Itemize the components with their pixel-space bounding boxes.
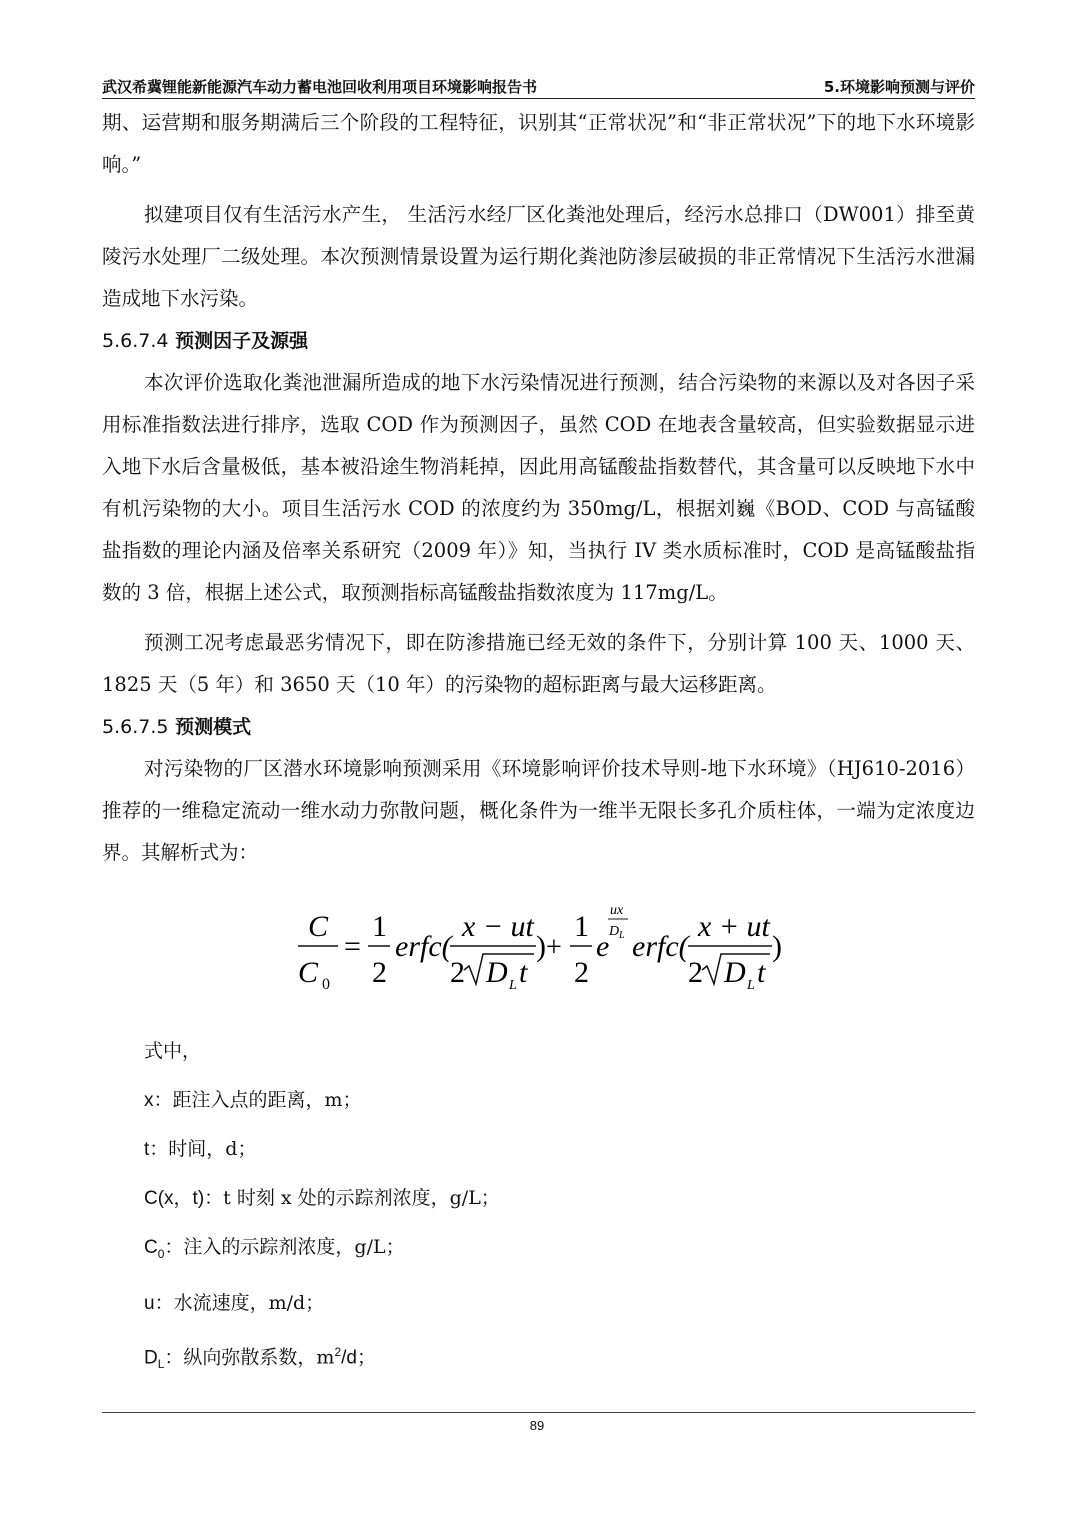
- section-heading-5-6-7-4: [102, 320, 975, 362]
- formula-dl-1: D: [486, 956, 508, 989]
- variable-subscript: L: [157, 1356, 165, 1371]
- formula-e: e: [596, 930, 610, 963]
- variable-description: ：纵向弥散系数，m: [164, 1346, 335, 1369]
- formula-dl-2: D: [724, 956, 746, 989]
- formula-t-1: t: [519, 956, 528, 989]
- variable-unit-tail: /d；: [341, 1347, 376, 1369]
- formula-exp-den: D: [609, 924, 620, 939]
- formula-erfc-2: erfc(: [632, 930, 689, 963]
- paragraph-scenario: 拟建项目仅有生活污水产生， 生活污水经厂区化粪池处理后，经污水总排口（DW001）排至黄陵污水处理厂二级处理。本次预测情景设置为运行期化粪池防渗层破损的非正常情况下生活污水泄漏造成地下水污染。: [102, 203, 975, 310]
- variable-x: [102, 1076, 975, 1125]
- variable-symbol: u: [144, 1292, 155, 1314]
- formula-two-2: 2: [574, 956, 589, 989]
- section-number: 5.6.7.4: [102, 330, 169, 352]
- variable-description: ：注入的示踪剂浓度，g/L；: [164, 1236, 405, 1258]
- document-body: [102, 102, 975, 1389]
- formula-num-1: x − ut: [462, 910, 534, 943]
- formula-plus: +: [546, 932, 562, 963]
- formula-equals: =: [344, 930, 361, 963]
- variable-dl: [102, 1328, 975, 1389]
- variable-subscript: 0: [157, 1246, 165, 1261]
- formula-l-sub-1: L: [509, 978, 517, 993]
- paragraph-worst-case: 预测工况考虑最恶劣情况下，即在防渗措施已经无效的条件下，分别计算 100 天、1000 天、1825 天（5 年）和 3650 天（10 年）的污染物的超标距离与最大运移距离。: [102, 631, 975, 696]
- section-heading-5-6-7-5: [102, 706, 975, 748]
- variable-symbol: x: [144, 1090, 154, 1111]
- formula-svg: [290, 886, 790, 1004]
- variable-c0: [102, 1223, 975, 1279]
- variable-symbol: t: [144, 1139, 150, 1160]
- variable-c: [102, 1174, 975, 1223]
- variable-u: [102, 1279, 975, 1328]
- paragraph-continued: 期、运营期和服务期满后三个阶段的工程特征，识别其“正常状况”和“非正常状况”下的地下水环境影响。”: [102, 111, 975, 176]
- page-number: 89: [529, 1418, 545, 1433]
- formula-erfc-1: erfc(: [395, 930, 452, 963]
- variable-superscript: 2: [334, 1344, 342, 1359]
- paragraph-model: 对污染物的厂区潜水环境影响预测采用《环境影响评价技术导则-地下水环境》（HJ610-2016）推荐的一维稳定流动一维水动力弥散问题，概化条件为一维半无限长多孔介质柱体，一端为定浓度边界。其解析式为：: [102, 757, 975, 864]
- variable-description: ：t 时刻 x 处的示踪剂浓度，g/L；: [204, 1187, 500, 1209]
- formula-exp-den-sub: L: [619, 930, 625, 941]
- variable-symbol: D: [144, 1347, 158, 1369]
- formula-c: C: [308, 910, 329, 943]
- formula-den-two-2: 2: [688, 956, 703, 989]
- formula-exp-num: ux: [610, 903, 624, 918]
- analytical-formula: [102, 882, 975, 1007]
- formula-c0: C: [298, 956, 319, 989]
- formula-l-sub-2: L: [747, 978, 755, 993]
- variable-symbol: C(x，t): [144, 1188, 205, 1209]
- section-title: 预测因子及源强: [175, 330, 309, 352]
- formula-num-2: x + ut: [698, 910, 770, 943]
- variables-intro: 式中，: [144, 1040, 202, 1062]
- variable-description: ：时间，d；: [149, 1138, 257, 1160]
- formula-t-2: t: [757, 956, 766, 989]
- variable-description: ：距注入点的距离，m；: [153, 1089, 362, 1111]
- formula-one: 1: [372, 910, 387, 943]
- page-header: [102, 76, 975, 99]
- footer-divider: [102, 1412, 975, 1413]
- paragraph-prediction-factor: 本次评价选取化粪池泄漏所造成的地下水污染情况进行预测，结合污染物的来源以及对各因子采用标准指数法进行排序，选取 COD 作为预测因子，虽然 COD 在地表含量较高，但实验数据显示进入地下水后含量极低，基本被沿途生物消耗掉，因此用高锰酸盐指数替代，其含量可以反映地下水中有机污染物的大小。项目生活污水 COD 的浓度约为 350mg/L，根据刘巍《BOD、COD 与高锰酸盐指数的理论内涵及倍率关系研究（2009 年）》知，当执行 IV 类水质标准时，COD 是高锰酸盐指数的 3 倍，根据上述公式，取预测指标高锰酸盐指数浓度为 117mg/L。: [102, 371, 975, 604]
- formula-one-2: 1: [574, 910, 589, 943]
- formula-c0-sub: 0: [322, 976, 330, 993]
- section-number: 5.6.7.5: [102, 716, 169, 738]
- variable-definitions: [102, 1027, 975, 1389]
- formula-two: 2: [372, 956, 387, 989]
- formula-close-2: ): [772, 930, 782, 963]
- variable-symbol: C: [144, 1237, 158, 1258]
- header-chapter-title: 5.环境影响预测与评价: [823, 78, 975, 96]
- formula-den-two-1: 2: [450, 956, 465, 989]
- variable-description: ：水流速度，m/d；: [154, 1291, 325, 1314]
- header-document-title: 武汉希冀锂能新能源汽车动力蓄电池回收利用项目环境影响报告书: [102, 78, 538, 96]
- formula-close-1: ): [536, 930, 546, 963]
- section-title: 预测模式: [175, 716, 252, 738]
- variable-t: [102, 1125, 975, 1174]
